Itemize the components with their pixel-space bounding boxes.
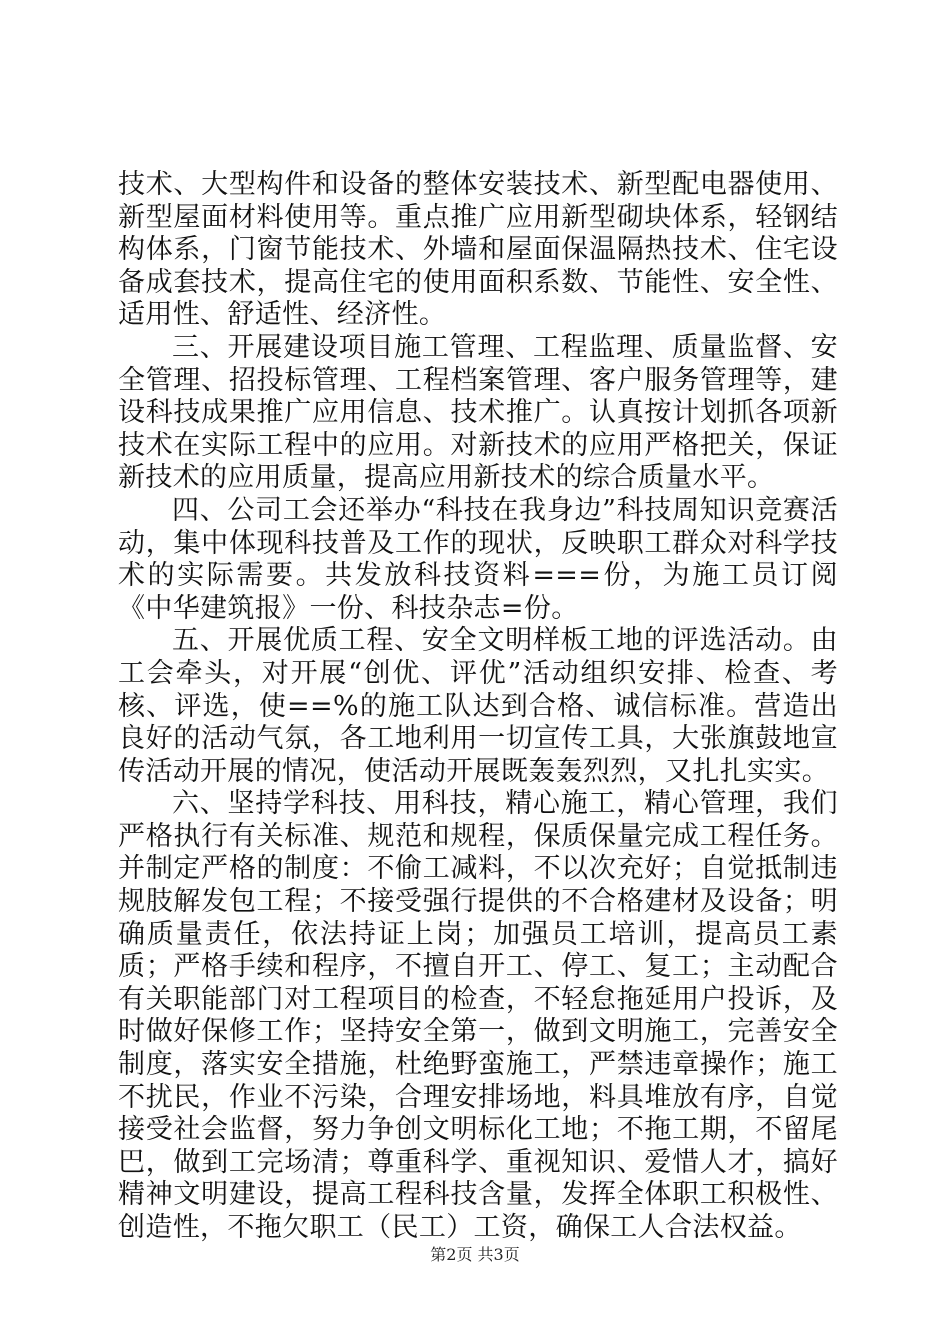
- paragraph-section-3: 三、开展建设项目施工管理、工程监理、质量监督、安全管理、招投标管理、工程档案管理、客户服务管理等，建设科技成果推广应用信息、技术推广。认真按计划抓各项新技术在实际工程中的应用。对新技术的应用严格把关，保证新技术的应用质量，提高应用新技术的综合质量水平。: [118, 331, 838, 494]
- document-body: [118, 169, 838, 1245]
- paragraph-section-6: 六、坚持学科技、用科技，精心施工，精心管理，我们严格执行有关标准、规范和规程，保质保量完成工程任务。并制定严格的制度：不偷工减料，不以次充好；自觉抵制违规肢解发包工程；不接受强行提供的不合格建材及设备；明确质量责任，依法持证上岗；加强员工培训，提高员工素质；严格手续和程序，不擅自开工、停工、复工；主动配合有关职能部门对工程项目的检查，不轻怠拖延用户投诉，及时做好保修工作；坚持安全第一，做到文明施工，完善安全制度，落实安全措施，杜绝野蛮施工，严禁违章操作；施工不扰民，作业不污染，合理安排场地，料具堆放有序，自觉接受社会监督，努力争创文明标化工地；不拖工期，不留尾巴，做到工完场清；尊重科学、重视知识、爱惜人才，搞好精神文明建设，提高工程科技含量，发挥全体职工积极性、创造性，不拖欠职工（民工）工资，确保工人合法权益。: [118, 788, 838, 1243]
- paragraph-section-5: 五、开展优质工程、安全文明样板工地的评选活动。由工会牵头，对开展“创优、评优”活动组织安排、检查、考核、评选，使==%的施工队达到合格、诚信标准。营造出良好的活动气氛，各工地利用一切宣传工具，大张旗鼓地宣传活动开展的情况，使活动开展既轰轰烈烈，又扎扎实实。: [118, 625, 838, 787]
- paragraph-section-4: 四、公司工会还举办“科技在我身边”科技周知识竞赛活动，集中体现科技普及工作的现状，反映职工群众对科学技术的实际需要。共发放科技资料===份，为施工员订阅《中华建筑报》一份、科技杂志=份。: [118, 494, 838, 624]
- page-footer: 第2页 共3页: [430, 1245, 520, 1264]
- paragraph-continuation: 技术、大型构件和设备的整体安装技术、新型配电器使用、新型屋面材料使用等。重点推广应用新型砌块体系，轻钢结构体系，门窗节能技术、外墙和屋面保温隔热技术、住宅设备成套技术，提高住宅的使用面积系数、节能性、安全性、适用性、舒适性、经济性。: [118, 169, 838, 331]
